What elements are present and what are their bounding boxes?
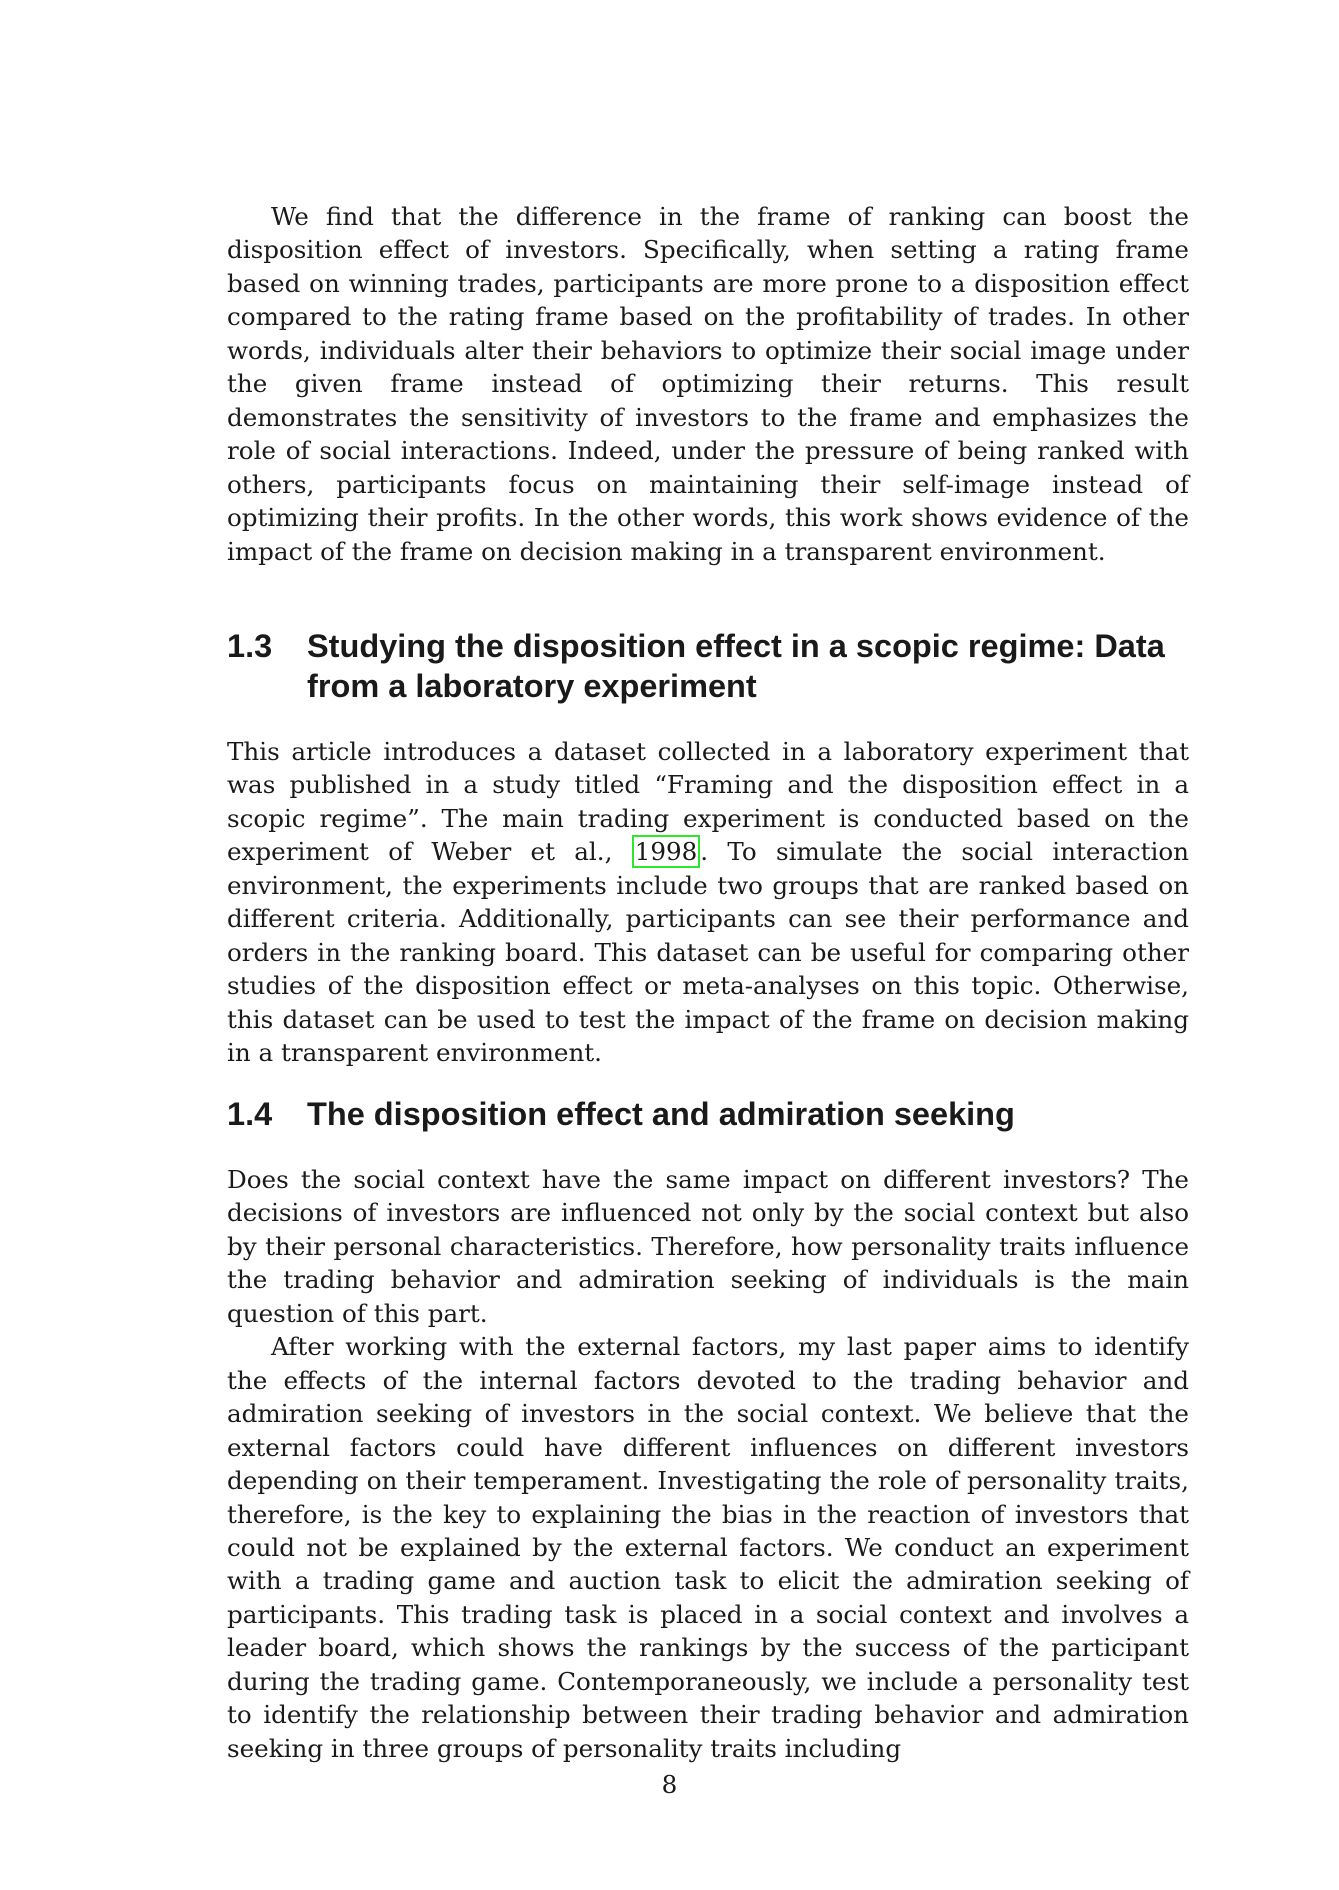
section-1-3-paragraph	[227, 735, 1189, 1070]
intro-paragraph: We find that the difference in the frame of ranking can boost the disposition effect of investors. Specifically, when setting a rating frame based on winning trades, participants are more prone to a disposition effect compared to the rating frame based on the profitability of trades. In other words, individuals alter their behaviors to optimize their social image under the given frame instead of optimizing their returns. This result demonstrates the sensitivity of investors to the frame and emphasizes the role of social interactions. Indeed, under the pressure of being ranked with others, participants focus on maintaining their self-image instead of optimizing their profits. In the other words, this work shows evidence of the impact of the frame on decision making in a transparent environment.	[227, 202, 1189, 566]
section-number: 1.3	[227, 628, 273, 664]
section-1-4-paragraph-1: Does the social context have the same impact on different investors? The decisions of investors are influenced not only by the social context but also by their personal characteristics. Therefore, how personality traits influence the trading behavior and admiration seeking of individuals is the main question of this part.	[227, 1165, 1189, 1328]
section-1-4-paragraph-2: After working with the external factors, my last paper aims to identify the effects of the internal factors devoted to the trading behavior and admiration seeking of investors in the social context. We believe that the external factors could have different influences on different investors depending on their temperament. Investigating the role of personality traits, therefore, is the key to explaining the bias in the reaction of investors that could not be explained by the external factors. We conduct an experiment with a trading game and auction task to elicit the admiration seeking of participants. This trading task is placed in a social context and involves a leader board, which shows the rankings by the success of the participant during the trading game. Contemporaneously, we include a personality test to identify the relationship between their trading behavior and admiration seeking in three groups of personality traits including	[227, 1332, 1189, 1763]
section-title: The disposition effect and admiration seeking	[307, 1096, 1015, 1132]
citation-link[interactable]: 1998	[632, 835, 701, 868]
page-number: 8	[661, 1770, 678, 1799]
section-heading-1-4	[227, 1094, 1189, 1134]
intro-text	[227, 200, 1189, 568]
section-title: Studying the disposition effect in a scopic regime: Data from a laboratory experiment	[307, 628, 1165, 704]
section-heading-1-3	[227, 626, 1189, 706]
section-1-4-body	[227, 1163, 1189, 1765]
paragraph-text-after-citation: . To simulate the social interaction environment, the experiments include two groups that are ranked based on different criteria. Additionally, participants can see their performance and orders in the ranking board. This dataset can be useful for comparing other studies of the disposition effect or meta-analyses on this topic. Otherwise, this dataset can be used to test the impact of the frame on decision making in a transparent environment.	[227, 837, 1189, 1068]
paragraph-text-before-citation: This article introduces a dataset collected in a laboratory experiment that was published in a study titled “Framing and the disposition effect in a scopic regime”. The main trading experiment is conducted based on the experiment of Weber et al.,	[227, 737, 1189, 867]
section-number: 1.4	[227, 1096, 273, 1132]
section-1-3-body	[227, 735, 1189, 1070]
